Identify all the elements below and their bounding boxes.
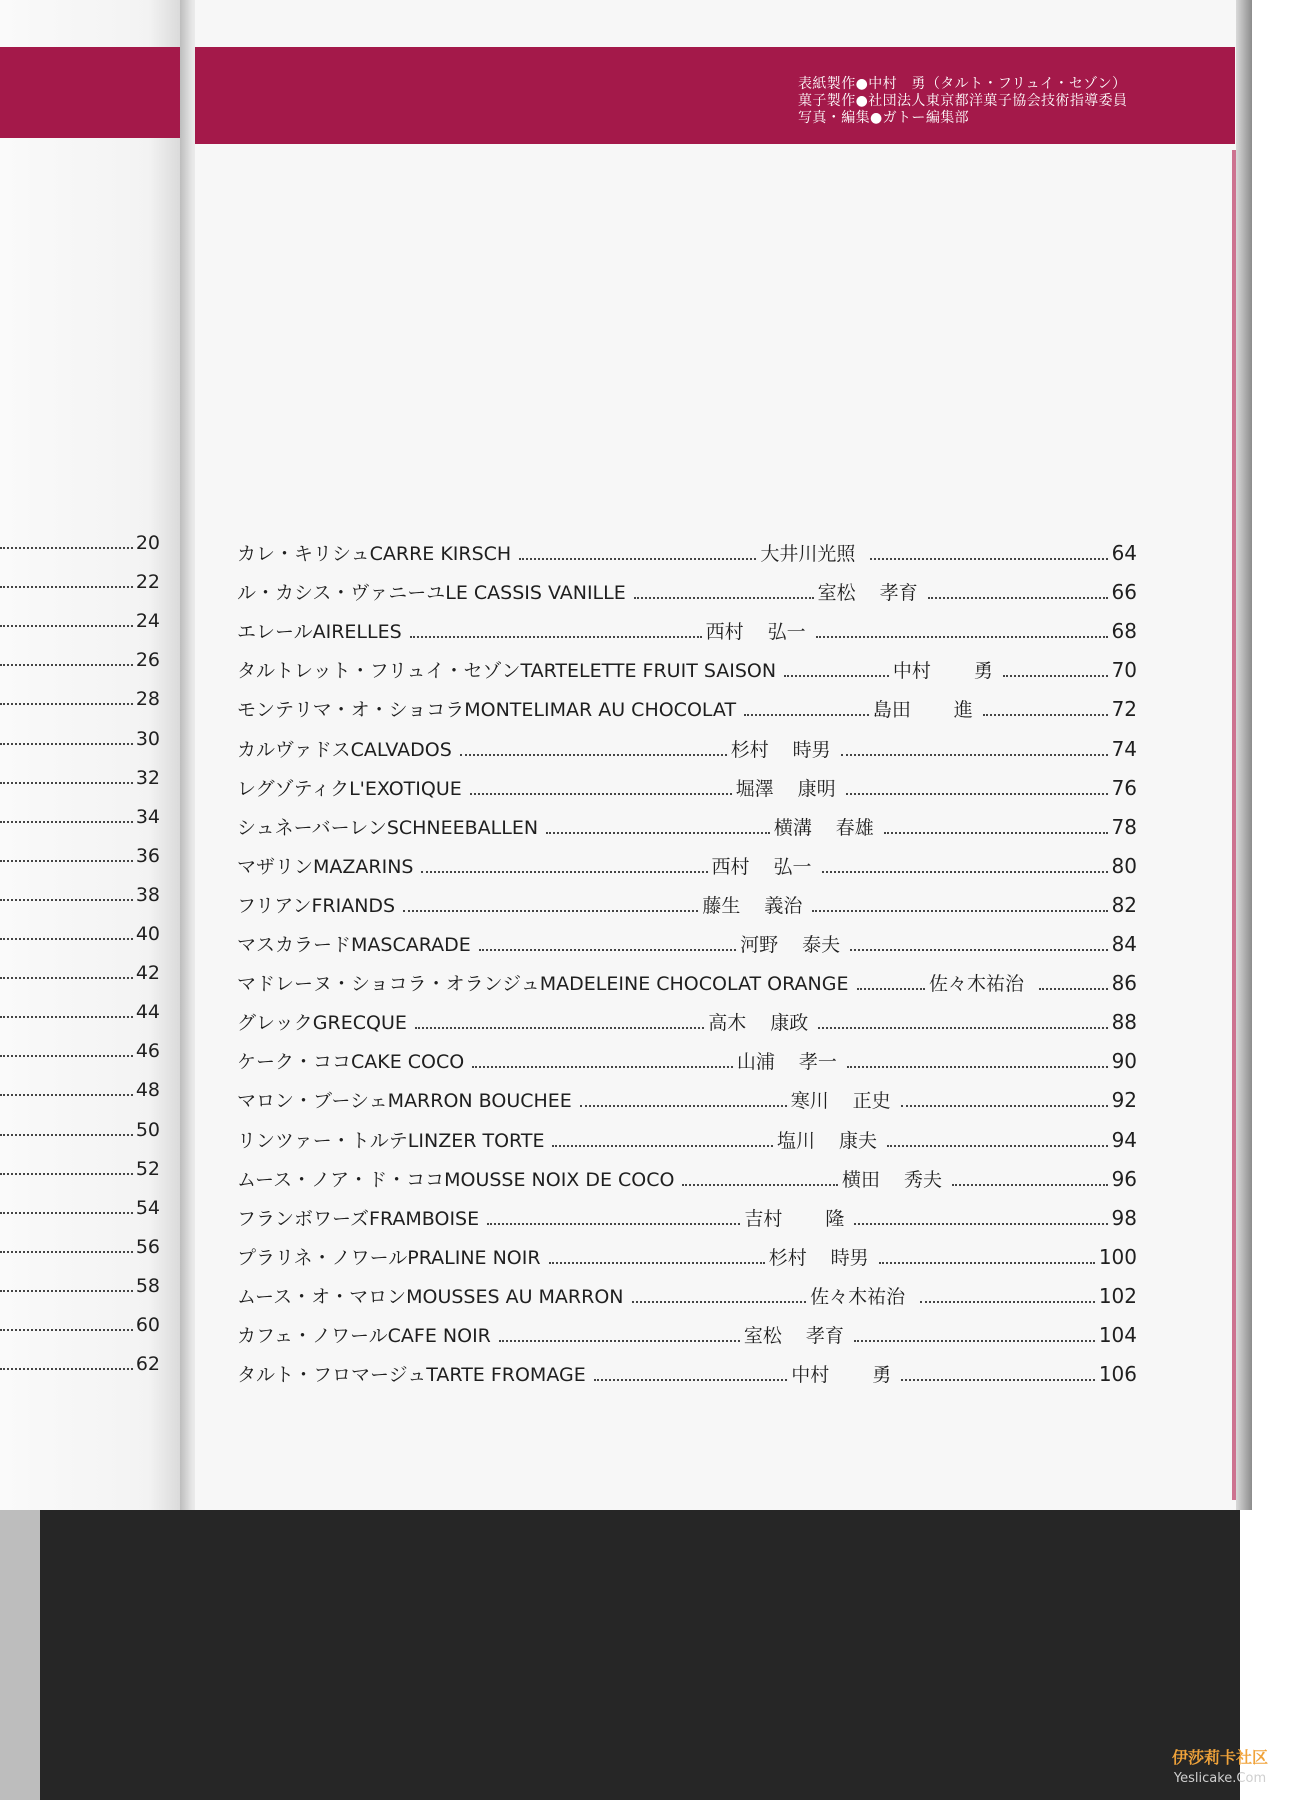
- toc-entry: [237, 1008, 1137, 1046]
- left-page-number: 62: [135, 1353, 160, 1376]
- author-given-name: 春雄: [835, 816, 874, 839]
- toc-page-number: 78: [1111, 814, 1137, 839]
- toc-author: [777, 1126, 877, 1153]
- author-surname: 河野: [740, 934, 779, 956]
- author-given-name: 隆: [825, 1207, 845, 1230]
- leader-dots: [879, 1261, 1095, 1264]
- toc-entry: [237, 735, 1137, 773]
- left-toc-row: [0, 806, 160, 840]
- left-toc-row: [0, 1197, 160, 1231]
- leader-dots: [0, 1367, 133, 1370]
- leader-dots: [487, 1222, 740, 1225]
- leader-dots: [870, 557, 1107, 560]
- author-given-name: 康夫: [839, 1129, 878, 1152]
- left-page-number: 20: [135, 532, 160, 554]
- author-surname: 西村: [705, 621, 744, 644]
- leader-dots: [854, 1222, 1107, 1225]
- toc-author: [736, 774, 836, 801]
- toc-author: [929, 969, 1029, 996]
- author-surname: 堀澤: [735, 777, 774, 800]
- leader-dots: [816, 635, 1108, 638]
- leader-dots: [0, 585, 133, 588]
- author-surname: 塩川: [777, 1129, 816, 1152]
- author-given-name: 孝一: [798, 1051, 837, 1074]
- leader-dots: [0, 663, 133, 666]
- leader-dots: [0, 1211, 133, 1214]
- toc-author: [810, 1282, 910, 1309]
- left-page-number: 60: [135, 1314, 160, 1336]
- toc-author: [744, 1321, 844, 1348]
- watermark: [1150, 1745, 1290, 1786]
- toc-title: マザリンMAZARINS: [237, 855, 414, 878]
- left-toc-row: [0, 688, 160, 722]
- toc-page-number: 102: [1098, 1283, 1137, 1308]
- toc-author: [774, 813, 874, 840]
- toc-author: [740, 930, 840, 957]
- toc-page-number: 70: [1111, 658, 1138, 683]
- toc-entry: [237, 539, 1137, 577]
- author-surname: 大井川光照: [760, 543, 856, 565]
- credit-line-photo: 写真・編集●ガトー編集部: [798, 110, 970, 126]
- author-given-name: 義治: [764, 894, 803, 917]
- toc-title: レグゾティクL'EXOTIQUE: [237, 777, 462, 800]
- watermark-chinese: 伊莎莉卡社区: [1171, 1748, 1268, 1767]
- toc-author: [708, 1008, 808, 1035]
- left-toc-row: [0, 1001, 160, 1035]
- left-page-number: 54: [135, 1196, 160, 1219]
- author-given-name: 弘一: [767, 621, 806, 644]
- leader-dots: [0, 1054, 133, 1057]
- leader-dots: [928, 596, 1108, 599]
- toc-author: [842, 1165, 942, 1192]
- toc-title: カフェ・ノワールCAFE NOIR: [237, 1325, 491, 1347]
- author-given-name: 勇: [973, 660, 993, 683]
- author-surname: 中村: [892, 660, 931, 683]
- toc-title: ル・カシス・ヴァニーユLE CASSIS VANILLE: [237, 582, 626, 605]
- toc-page-number: 100: [1098, 1244, 1138, 1269]
- leader-dots: [472, 1065, 733, 1068]
- toc-entry: [237, 891, 1137, 929]
- author-given-name: 弘一: [773, 855, 812, 878]
- toc-page-number: 80: [1111, 853, 1137, 878]
- author-given-name: 秀夫: [904, 1168, 943, 1191]
- leader-dots: [744, 713, 869, 716]
- leader-dots: [549, 1261, 765, 1264]
- toc-author: [893, 656, 993, 683]
- toc-title: エレールAIRELLES: [237, 621, 402, 644]
- author-surname: 佐々木祐治: [929, 973, 1025, 996]
- left-page-number: 24: [135, 610, 160, 633]
- toc-page-number: 82: [1111, 892, 1138, 917]
- toc-entry: [237, 617, 1137, 655]
- leader-dots: [0, 937, 133, 940]
- leader-dots: [850, 948, 1107, 951]
- toc-author: [712, 852, 812, 879]
- leader-dots: [0, 976, 133, 979]
- toc-title: タルトレット・フリュイ・セゾンTARTELETTE FRUIT SAISON: [237, 660, 777, 683]
- toc-entry: [237, 1126, 1137, 1164]
- toc-title: カレ・キリシュCARRE KIRSCH: [237, 543, 512, 565]
- toc-page-number: 96: [1111, 1166, 1138, 1191]
- credit-line-confection: 菓子製作●社団法人東京都洋菓子協会技術指導委員: [798, 93, 1128, 109]
- leader-dots: [812, 909, 1107, 912]
- leader-dots: [0, 1328, 133, 1331]
- left-page: [0, 0, 186, 1510]
- toc-page-number: 64: [1111, 541, 1138, 565]
- toc-page-number: 68: [1111, 619, 1137, 644]
- leader-dots: [847, 1065, 1108, 1068]
- toc-title: タルト・フロマージュTARTE FROMAGE: [237, 1364, 586, 1387]
- author-surname: 杉村: [730, 738, 769, 761]
- toc-page-number: 90: [1111, 1049, 1138, 1074]
- toc-entry: [237, 1204, 1137, 1242]
- toc-entry: [237, 1321, 1137, 1359]
- author-surname: 島田: [872, 699, 911, 722]
- author-surname: 西村: [711, 855, 750, 878]
- left-page-number: 26: [135, 649, 160, 672]
- leader-dots: [519, 557, 756, 560]
- leader-dots: [410, 635, 702, 638]
- author-given-name: 進: [953, 699, 973, 722]
- toc-author: [769, 1243, 869, 1270]
- leader-dots: [784, 674, 889, 677]
- leader-dots: [479, 948, 736, 951]
- leader-dots: [0, 859, 133, 862]
- left-toc-row: [0, 1236, 160, 1270]
- toc-entry: [237, 1243, 1137, 1281]
- author-surname: 高木: [708, 1012, 747, 1035]
- leader-dots: [841, 753, 1108, 756]
- toc-entry: [237, 695, 1137, 733]
- toc-author: [791, 1360, 891, 1387]
- toc-entry: [237, 930, 1137, 968]
- leader-dots: [0, 781, 133, 784]
- toc-page-number: 84: [1111, 932, 1138, 956]
- leader-dots: [0, 546, 133, 549]
- toc-author: [744, 1204, 844, 1231]
- author-given-name: 正史: [852, 1090, 891, 1113]
- left-page-number: 22: [135, 571, 160, 594]
- author-given-name: 孝育: [805, 1325, 844, 1347]
- leader-dots: [920, 1300, 1095, 1303]
- left-toc-row: [0, 884, 160, 918]
- left-page-number: 32: [135, 766, 160, 789]
- leader-dots: [983, 713, 1108, 716]
- author-surname: 佐々木祐治: [810, 1285, 906, 1308]
- right-page: [195, 0, 1242, 1510]
- left-toc-row: [0, 610, 160, 644]
- leader-dots: [632, 1300, 807, 1303]
- toc-title: マスカラードMASCARADE: [237, 934, 471, 956]
- author-surname: 吉村: [744, 1207, 783, 1230]
- toc-author: [702, 891, 802, 918]
- left-page-number: 34: [135, 805, 160, 828]
- toc-title: リンツァー・トルテLINZER TORTE: [237, 1129, 545, 1152]
- author-surname: 室松: [743, 1325, 782, 1347]
- left-toc-row: [0, 1079, 160, 1113]
- toc-author: [737, 1047, 837, 1074]
- leader-dots: [0, 820, 133, 823]
- leader-dots: [0, 898, 133, 901]
- toc-entry: [237, 813, 1137, 851]
- leader-dots: [460, 753, 727, 756]
- toc-title: マドレーヌ・ショコラ・オランジュMADELEINE CHOCOLAT ORANGE: [237, 973, 849, 996]
- toc-title: プラリネ・ノワールPRALINE NOIR: [237, 1246, 541, 1269]
- left-toc-row: [0, 845, 160, 879]
- leader-dots: [884, 831, 1108, 834]
- toc-entry: [237, 656, 1137, 694]
- page-edge-shadow: [1236, 0, 1252, 1510]
- left-page-number: 50: [135, 1118, 160, 1141]
- leader-dots: [857, 987, 926, 990]
- toc-entry: [237, 852, 1137, 890]
- left-toc-row: [0, 532, 160, 566]
- left-page-number: 42: [135, 962, 160, 985]
- toc-page-number: 86: [1111, 971, 1138, 996]
- leader-dots: [0, 624, 133, 627]
- left-page-number: 38: [135, 883, 160, 906]
- toc-author: [791, 1086, 891, 1113]
- left-toc-row: [0, 571, 160, 605]
- leader-dots: [421, 870, 707, 873]
- credits-block: [798, 76, 1127, 127]
- left-page-number: 58: [135, 1274, 160, 1297]
- toc-page-number: 106: [1098, 1362, 1137, 1387]
- author-given-name: 康政: [770, 1012, 809, 1035]
- leader-dots: [1003, 674, 1108, 677]
- toc-entry: [237, 1282, 1137, 1320]
- leader-dots: [901, 1378, 1095, 1381]
- toc-title: フリアンFRIANDS: [237, 894, 396, 917]
- leader-dots: [499, 1339, 740, 1342]
- leader-dots: [854, 1339, 1095, 1342]
- toc-entry: [237, 1047, 1137, 1085]
- left-page-number: 52: [135, 1157, 160, 1180]
- left-page-number: 46: [135, 1040, 160, 1063]
- left-page-number: 56: [135, 1235, 160, 1258]
- toc-title: ケーク・ココCAKE COCO: [237, 1051, 465, 1074]
- left-page-number: 30: [135, 727, 160, 750]
- toc-author: [706, 617, 806, 644]
- left-toc-row: [0, 1275, 160, 1309]
- toc-title: モンテリマ・オ・ショコラMONTELIMAR AU CHOCOLAT: [237, 699, 737, 722]
- leader-dots: [0, 1093, 133, 1096]
- toc-page-number: 104: [1098, 1323, 1138, 1347]
- author-given-name: 時男: [830, 1246, 869, 1269]
- leader-dots: [634, 596, 814, 599]
- leader-dots: [0, 1289, 133, 1292]
- left-toc-row: [0, 962, 160, 996]
- left-toc-row: [0, 1040, 160, 1074]
- leader-dots: [0, 1172, 133, 1175]
- scanner-background: [0, 1500, 1307, 1800]
- leader-dots: [0, 702, 133, 705]
- leader-dots: [822, 870, 1108, 873]
- leader-dots: [901, 1104, 1108, 1107]
- author-surname: 杉村: [768, 1246, 807, 1269]
- author-surname: 横溝: [773, 816, 812, 839]
- toc-page-number: 66: [1111, 580, 1137, 605]
- leader-dots: [580, 1104, 787, 1107]
- toc-entry: [237, 774, 1137, 812]
- author-surname: 寒川: [790, 1090, 829, 1113]
- left-page-number: 48: [135, 1079, 160, 1102]
- toc-page-number: 72: [1111, 697, 1138, 722]
- left-page-number: 40: [135, 923, 160, 945]
- leader-dots: [682, 1183, 838, 1186]
- toc-title: シュネーバーレンSCHNEEBALLEN: [237, 816, 539, 839]
- left-toc-row: [0, 767, 160, 801]
- leader-dots: [470, 792, 732, 795]
- author-surname: 室松: [817, 582, 856, 605]
- leader-dots: [415, 1026, 704, 1029]
- toc-entry: [237, 578, 1137, 616]
- left-toc-row: [0, 1314, 160, 1348]
- author-surname: 中村: [791, 1364, 830, 1387]
- watermark-site: Yeslicake.Com: [1173, 1771, 1267, 1786]
- toc-title: グレックGRECQUE: [237, 1012, 407, 1035]
- toc-title: マロン・ブーシェMARRON BOUCHEE: [237, 1090, 572, 1113]
- left-page-number: 44: [135, 1001, 160, 1024]
- leader-dots: [0, 742, 133, 745]
- author-surname: 山浦: [736, 1051, 775, 1074]
- leader-dots: [952, 1183, 1108, 1186]
- toc-title: ムース・ノア・ド・ココMOUSSE NOIX DE COCO: [237, 1168, 675, 1191]
- author-given-name: 康明: [797, 777, 836, 800]
- leader-dots: [403, 909, 698, 912]
- toc-page-number: 76: [1111, 775, 1138, 800]
- leader-dots: [594, 1378, 788, 1381]
- toc-entry: [237, 1360, 1137, 1398]
- leader-dots: [0, 1133, 133, 1136]
- left-toc-row: [0, 1353, 160, 1387]
- leader-dots: [1039, 987, 1108, 990]
- toc-title: フランボワーズFRAMBOISE: [237, 1207, 480, 1230]
- toc-author: [818, 578, 918, 605]
- author-given-name: 孝育: [879, 582, 918, 605]
- author-given-name: 泰夫: [802, 934, 841, 956]
- author-surname: 藤生: [702, 894, 741, 917]
- leader-dots: [0, 1015, 133, 1018]
- author-surname: 横田: [842, 1168, 881, 1191]
- left-header-band: [0, 47, 186, 138]
- toc-author: [760, 539, 860, 566]
- leader-dots: [0, 1250, 133, 1253]
- leader-dots: [846, 792, 1108, 795]
- left-page-number: 28: [135, 688, 160, 711]
- toc-entry: [237, 1086, 1137, 1124]
- left-toc-row: [0, 728, 160, 762]
- left-toc-row: [0, 649, 160, 683]
- left-toc-row: [0, 1119, 160, 1153]
- left-page-number: 36: [135, 844, 160, 867]
- scanner-edge: [0, 1500, 40, 1800]
- left-toc-row: [0, 1158, 160, 1192]
- toc-page-number: 94: [1111, 1127, 1138, 1152]
- credit-line-cover: 表紙製作●中村 勇（タルト・フリュイ・セゾン）: [798, 76, 1127, 92]
- toc-entry: [237, 969, 1137, 1007]
- leader-dots: [546, 831, 770, 834]
- toc-title: カルヴァドスCALVADOS: [237, 738, 452, 761]
- left-toc-row: [0, 923, 160, 957]
- toc-page-number: 92: [1111, 1088, 1138, 1113]
- toc-page-number: 88: [1111, 1010, 1138, 1035]
- author-given-name: 勇: [872, 1364, 892, 1387]
- leader-dots: [552, 1144, 773, 1147]
- toc-title: ムース・オ・マロンMOUSSES AU MARRON: [237, 1285, 624, 1308]
- toc-page-number: 98: [1111, 1205, 1137, 1230]
- toc-author: [731, 735, 831, 762]
- leader-dots: [887, 1144, 1108, 1147]
- leader-dots: [818, 1026, 1107, 1029]
- toc-page-number: 74: [1111, 736, 1138, 761]
- toc-author: [873, 695, 973, 722]
- toc-entry: [237, 1165, 1137, 1203]
- author-given-name: 時男: [792, 738, 831, 761]
